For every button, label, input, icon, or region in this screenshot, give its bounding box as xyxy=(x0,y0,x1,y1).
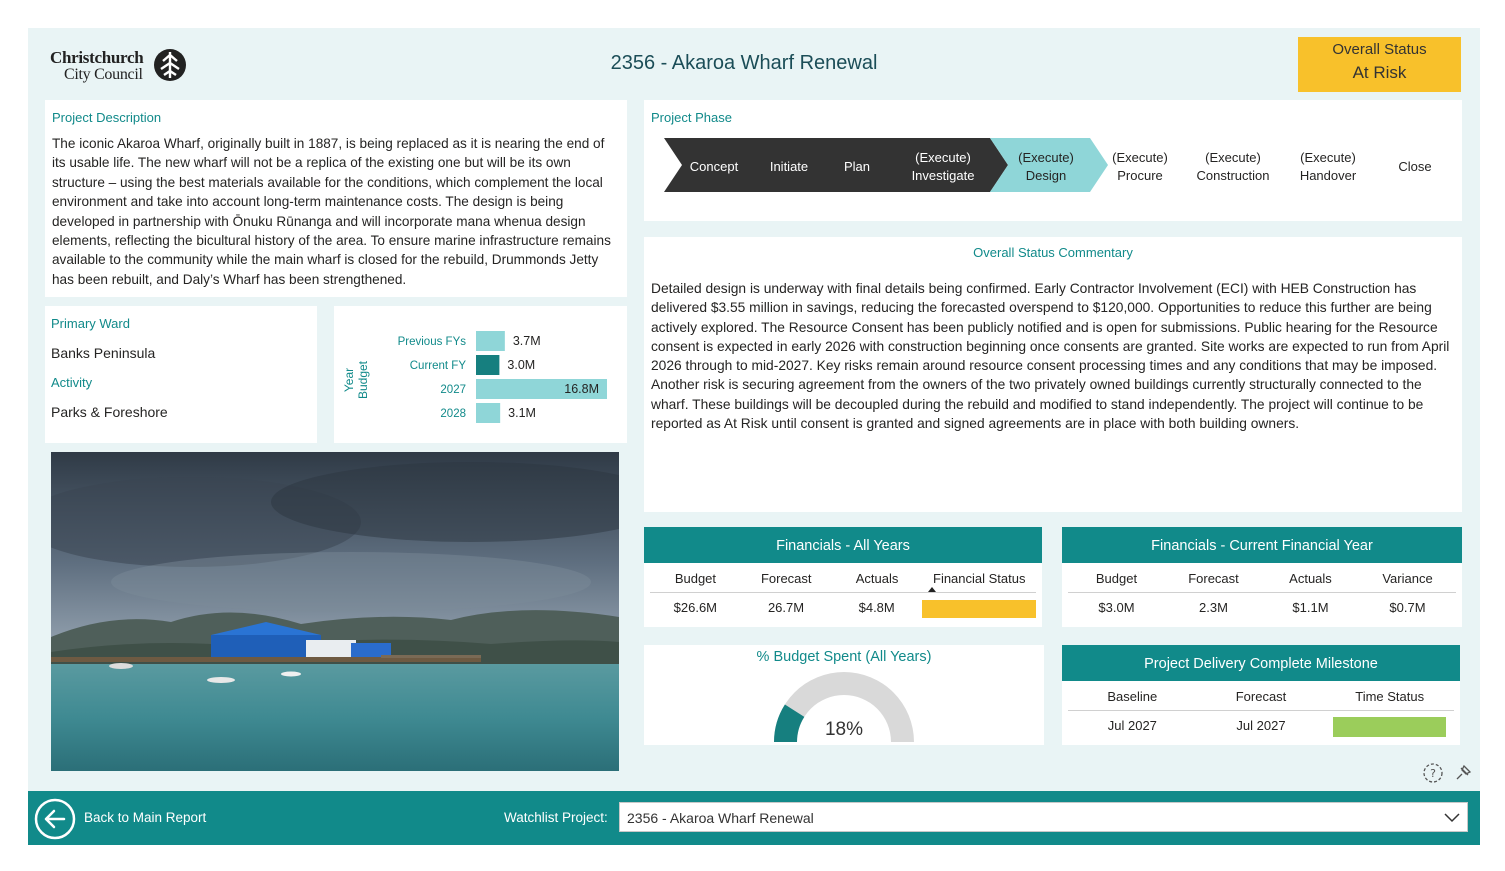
financials-all-years-table xyxy=(644,527,1042,627)
phase-step-line1: (Execute) xyxy=(1112,150,1168,165)
logo-line2: City Council xyxy=(64,66,143,83)
ward-panel xyxy=(45,306,317,443)
phase-step-line1: (Execute) xyxy=(915,150,971,165)
financial-status-indicator xyxy=(922,600,1036,618)
watchlist-selected-value: 2356 - Akaroa Wharf Renewal xyxy=(627,810,814,826)
phase-step-line1: (Execute) xyxy=(1300,150,1356,165)
akaroa-wharf-photo xyxy=(51,452,619,771)
chart-category-label: Previous FYs xyxy=(397,336,466,348)
overall-status-value: At Risk xyxy=(1352,63,1407,82)
chart-data-label: 16.8M xyxy=(564,382,599,396)
col-budget[interactable]: Budget xyxy=(1095,571,1138,586)
phase-step-label: Initiate xyxy=(769,159,809,174)
activity-label: Activity xyxy=(51,375,93,390)
financials-all-years-title: Financials - All Years xyxy=(644,527,1042,563)
value-baseline: Jul 2027 xyxy=(1107,718,1157,733)
phase-step-line2: Procure xyxy=(1117,168,1163,183)
financials-current-fy-title: Financials - Current Financial Year xyxy=(1062,527,1462,563)
value-forecast: 26.7M xyxy=(767,600,805,615)
time-status-cell xyxy=(1325,711,1454,741)
back-arrow-icon xyxy=(34,798,76,840)
page-title: 2356 - Akaroa Wharf Renewal xyxy=(610,52,878,74)
gauge-value-label: 18% xyxy=(824,719,864,740)
chart-bar xyxy=(476,355,499,375)
col-forecast[interactable]: Forecast xyxy=(760,571,812,586)
logo-line1: Christchurch xyxy=(50,48,144,67)
project-description-title: Project Description xyxy=(52,110,162,125)
watchlist-project-dropdown[interactable] xyxy=(619,802,1468,832)
year-budget-chart-panel xyxy=(334,306,627,443)
chart-data-label: 3.0M xyxy=(507,358,536,372)
chart-bar xyxy=(476,403,500,423)
value-forecast: 2.3M xyxy=(1199,600,1228,615)
phase-step-line2: Investigate xyxy=(911,168,975,183)
table-row xyxy=(1068,593,1456,623)
overall-status-label: Overall Status xyxy=(1332,41,1427,58)
delivery-milestone-title: Project Delivery Complete Milestone xyxy=(1062,645,1460,681)
project-phase-title: Project Phase xyxy=(651,110,732,125)
project-description-panel xyxy=(45,100,627,297)
watchlist-label: Watchlist Project: xyxy=(504,810,608,825)
value-actuals: $4.8M xyxy=(858,600,895,615)
value-forecast: Jul 2027 xyxy=(1236,718,1286,733)
project-phase-chevrons xyxy=(644,138,1462,198)
pin-icon[interactable] xyxy=(1452,762,1474,784)
phase-step-line2: Construction xyxy=(1196,168,1270,183)
table-row xyxy=(1068,711,1454,741)
budget-spent-title: % Budget Spent (All Years) xyxy=(756,649,932,665)
chart-category-label: Current FY xyxy=(409,360,466,372)
col-actuals[interactable]: Actuals xyxy=(855,571,899,586)
chart-y-axis-label: Year Budget xyxy=(342,360,370,400)
svg-text:?: ? xyxy=(1430,767,1436,780)
sort-ascending-icon xyxy=(928,587,936,592)
table-header-row xyxy=(1068,563,1456,593)
phase-step-line2: Handover xyxy=(1299,168,1357,183)
col-variance[interactable]: Variance xyxy=(1382,571,1433,586)
col-forecast[interactable]: Forecast xyxy=(1235,689,1287,704)
help-icon[interactable] xyxy=(1422,762,1444,784)
financial-status-cell xyxy=(922,593,1036,623)
project-phase-panel xyxy=(644,100,1462,221)
primary-ward-label: Primary Ward xyxy=(51,316,130,331)
back-button-label: Back to Main Report xyxy=(84,810,207,825)
chart-category-label: 2028 xyxy=(440,408,466,420)
chevron-down-icon xyxy=(1444,811,1460,823)
activity-value: Parks & Foreshore xyxy=(51,404,168,420)
chart-data-label: 3.1M xyxy=(508,406,536,420)
col-forecast[interactable]: Forecast xyxy=(1188,571,1239,586)
phase-step-line1: (Execute) xyxy=(1018,150,1074,165)
phase-step-line2: Design xyxy=(1025,168,1067,183)
year-budget-chart xyxy=(334,306,627,443)
col-financial-status[interactable]: Financial Status xyxy=(933,571,1026,586)
table-header-row xyxy=(650,563,1036,593)
value-budget: $26.6M xyxy=(673,600,718,615)
chart-bar xyxy=(476,331,505,351)
table-header-row xyxy=(1068,681,1454,711)
primary-ward-value: Banks Peninsula xyxy=(51,345,156,361)
time-status-indicator xyxy=(1333,717,1446,737)
phase-step-line1: (Execute) xyxy=(1205,150,1261,165)
report-canvas xyxy=(28,28,1480,845)
overall-status-badge xyxy=(1298,37,1461,92)
table-row xyxy=(650,593,1036,623)
col-baseline[interactable]: Baseline xyxy=(1107,689,1158,704)
value-actuals: $1.1M xyxy=(1292,600,1329,615)
phase-step-label: Close xyxy=(1398,159,1432,174)
col-time-status[interactable]: Time Status xyxy=(1355,689,1425,704)
status-commentary-panel xyxy=(644,237,1462,512)
status-commentary-text: Detailed design is underway with final details being confirmed. Early Contractor Involvement (ECI) with HEB Construction has delivered $3.55 million in savings, reducing the forecasted overspend to $120,000. Opportunities to reduce this further are being actively explored. The Resource Consent has been publicly notified and is open for submissions. Public hearing for the Resource consent is expected in early 2026 with construction beginning once consents are granted. Site works are expected to run from April 2026 through to mid-2027. Key risks remain around resource consent processing times and any conditions that may be imposed. Another risk is securing agreement from the owners of the two privately owned buildings currently structurally connected to the wharf. These buildings will be decoupled during the rebuild and modified to stand independently. The project will continue to be reported as At Risk until consent is granted and signed agreements are in place with both building owners. xyxy=(651,281,1450,432)
financials-current-fy-table xyxy=(1062,527,1462,627)
status-commentary-title: Overall Status Commentary xyxy=(973,245,1133,260)
chart-data-label: 3.7M xyxy=(512,334,541,348)
value-variance: $0.7M xyxy=(1389,600,1426,615)
delivery-milestone-table xyxy=(1062,645,1460,745)
project-description-text: The iconic Akaroa Wharf, originally built in 1887, is being replaced as it is nearing the end of its usable life. The new wharf will not be a replica of the existing one but will be its own structure – using the best materials available for the conditions, which complement the local environment and take into account long-term maintenance costs. The design is being developed in partnership with Ōnuku Rūnanga and will incorporate mana whenua design elements, reflecting the bicultural history of the area. To ensure marine infrastructure remains available to the community while the main wharf is closed for the rebuild, Drummonds Jetty has been rebuilt, and Daly’s Wharf has been strengthened. xyxy=(52,136,611,287)
chart-category-label: 2027 xyxy=(440,384,466,396)
back-to-main-report-button[interactable] xyxy=(34,798,234,840)
col-budget[interactable]: Budget xyxy=(674,571,717,586)
col-actuals[interactable]: Actuals xyxy=(1289,571,1332,586)
value-budget: $3.0M xyxy=(1098,600,1135,615)
budget-spent-gauge-panel xyxy=(644,645,1044,745)
phase-step-label: Concept xyxy=(689,159,739,174)
footer-bar xyxy=(28,791,1480,845)
phase-step-label: Plan xyxy=(843,159,871,174)
